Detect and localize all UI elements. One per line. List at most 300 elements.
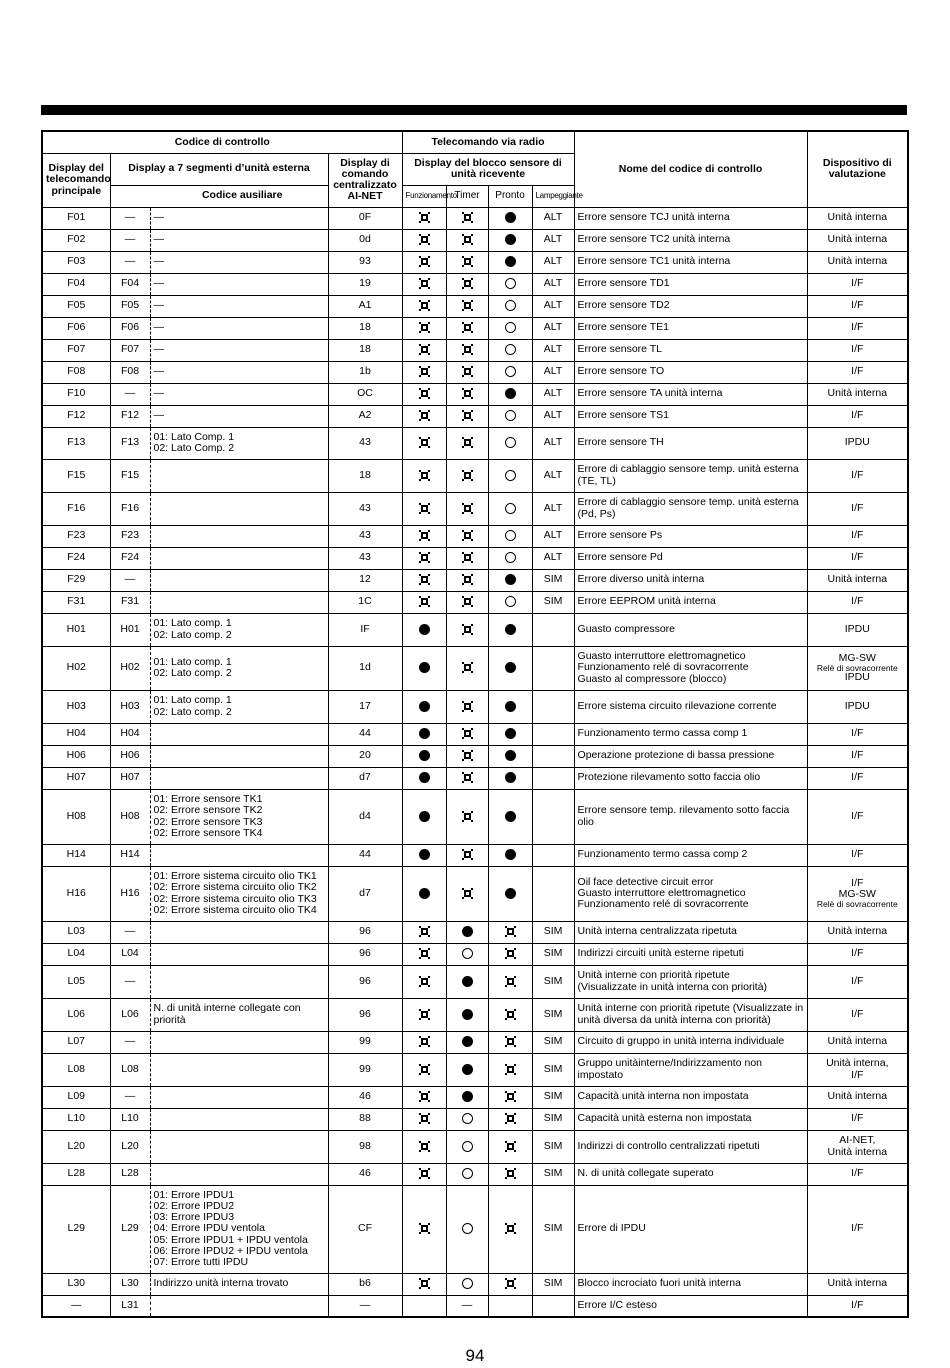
cell-evaluation-device — [807, 569, 908, 591]
blinking-lamp-icon — [462, 750, 473, 761]
cell-lamp-timer — [446, 251, 488, 273]
cell-code-name: Errore sistema circuito rilevazione corrente — [574, 690, 807, 723]
device-extra-label: IPDU — [844, 671, 870, 684]
cell-lamp-timer — [446, 1031, 488, 1053]
cell-seven-segment: L06 — [110, 998, 150, 1031]
cell-main-remote-code: H08 — [42, 789, 110, 844]
cell-main-remote-code: F02 — [42, 229, 110, 251]
device-label: I/F — [851, 468, 864, 481]
cell-lamp-op — [402, 383, 446, 405]
device-label: Unità interna — [827, 573, 888, 586]
cell-main-remote-code: F12 — [42, 405, 110, 427]
filled-circle-icon — [419, 849, 430, 860]
cell-seven-segment: F13 — [110, 427, 150, 459]
cell-code-name: Unità interna centralizzata ripetuta — [574, 921, 807, 943]
cell-aux-code — [150, 1163, 328, 1185]
open-circle-icon — [462, 1113, 473, 1124]
blinking-lamp-icon — [419, 300, 430, 311]
cell-lamp-flash: ALT — [532, 207, 574, 229]
cell-seven-segment: L20 — [110, 1130, 150, 1163]
cell-seven-segment: F04 — [110, 273, 150, 295]
filled-circle-icon — [462, 1009, 473, 1020]
cell-lamp-ready — [488, 844, 532, 866]
cell-lamp-ready — [488, 866, 532, 921]
cell-lamp-timer — [446, 591, 488, 613]
cell-seven-segment: F07 — [110, 339, 150, 361]
cell-aux-code — [150, 767, 328, 789]
table-row — [42, 339, 908, 361]
cell-lamp-ready — [488, 591, 532, 613]
cell-lamp-ready — [488, 405, 532, 427]
cell-main-remote-code: L04 — [42, 943, 110, 965]
filled-circle-icon — [505, 811, 516, 822]
cell-code-name: Guasto compressore — [574, 613, 807, 646]
cell-aux-code — [150, 591, 328, 613]
cell-main-remote-code: F23 — [42, 525, 110, 547]
cell-ainet-code: IF — [328, 613, 402, 646]
cell-aux-code — [150, 943, 328, 965]
cell-lamp-op — [402, 427, 446, 459]
cell-aux-code: — — [150, 383, 328, 405]
blinking-lamp-icon — [462, 344, 473, 355]
table-row — [42, 229, 908, 251]
cell-seven-segment: — — [110, 1031, 150, 1053]
cell-ainet-code: 99 — [328, 1031, 402, 1053]
filled-circle-icon — [505, 212, 516, 223]
cell-lamp-ready — [488, 690, 532, 723]
cell-lamp-op — [402, 229, 446, 251]
cell-evaluation-device — [807, 1295, 908, 1317]
cell-lamp-timer — [446, 569, 488, 591]
device-label: I/F — [851, 409, 864, 422]
table-row — [42, 998, 908, 1031]
cell-code-name: Errore di IPDU — [574, 1185, 807, 1273]
cell-main-remote-code: L10 — [42, 1108, 110, 1130]
cell-main-remote-code: F06 — [42, 317, 110, 339]
cell-lamp-flash — [532, 745, 574, 767]
table-row — [42, 295, 908, 317]
cell-lamp-timer — [446, 229, 488, 251]
cell-code-name: Errore sensore TCJ unità interna — [574, 207, 807, 229]
device-label: I/F — [851, 277, 864, 290]
cell-lamp-ready — [488, 1130, 532, 1163]
open-circle-icon — [462, 1168, 473, 1179]
cell-evaluation-device — [807, 1108, 908, 1130]
open-circle-icon — [462, 1223, 473, 1234]
cell-lamp-op — [402, 1108, 446, 1130]
cell-main-remote-code: H14 — [42, 844, 110, 866]
cell-aux-code: 01: Lato Comp. 1 02: Lato Comp. 2 — [150, 427, 328, 459]
cell-lamp-flash: SIM — [532, 1163, 574, 1185]
cell-aux-code: — — [150, 317, 328, 339]
cell-evaluation-device — [807, 317, 908, 339]
cell-ainet-code: b6 — [328, 1273, 402, 1295]
table-row — [42, 723, 908, 745]
cell-lamp-flash: ALT — [532, 405, 574, 427]
table-row — [42, 646, 908, 690]
cell-lamp-flash: ALT — [532, 492, 574, 525]
open-circle-icon — [462, 1141, 473, 1152]
cell-code-name: Gruppo unitàinterne/Indirizzamento non impostato — [574, 1053, 807, 1086]
cell-aux-code: 01: Errore sistema circuito olio TK1 02: Errore sistema circuito olio TK2 02: Errore sistema circuito olio TK3 02: Errore sistema circuito olio TK4 — [150, 866, 328, 921]
cell-lamp-ready — [488, 921, 532, 943]
cell-aux-code: 01: Errore IPDU1 02: Errore IPDU2 03: Errore IPDU3 04: Errore IPDU ventola 05: Errore IPDU1 + IPDU ventola 06: Errore IPDU2 + IPDU ventola 07: Errore tutti IPDU — [150, 1185, 328, 1273]
cell-lamp-flash: SIM — [532, 965, 574, 998]
cell-lamp-op — [402, 1130, 446, 1163]
cell-main-remote-code: L20 — [42, 1130, 110, 1163]
cell-evaluation-device — [807, 229, 908, 251]
cell-aux-code — [150, 723, 328, 745]
device-relay-label: Relè di sovracorrente — [816, 662, 898, 673]
table-row — [42, 251, 908, 273]
cell-main-remote-code: L05 — [42, 965, 110, 998]
blinking-lamp-icon — [462, 388, 473, 399]
cell-evaluation-device — [807, 295, 908, 317]
cell-lamp-ready — [488, 273, 532, 295]
table-row — [42, 1130, 908, 1163]
header-aux-code: Codice ausiliare — [110, 185, 328, 207]
blinking-lamp-icon — [419, 366, 430, 377]
cell-ainet-code: 93 — [328, 251, 402, 273]
cell-main-remote-code: F04 — [42, 273, 110, 295]
cell-lamp-flash: ALT — [532, 229, 574, 251]
table-row — [42, 273, 908, 295]
blinking-lamp-icon — [462, 437, 473, 448]
filled-circle-icon — [462, 1036, 473, 1047]
cell-lamp-timer — [446, 1130, 488, 1163]
cell-aux-code — [150, 547, 328, 569]
cell-aux-code — [150, 1086, 328, 1108]
cell-lamp-flash — [532, 866, 574, 921]
blinking-lamp-icon — [462, 278, 473, 289]
cell-aux-code — [150, 459, 328, 492]
cell-evaluation-device — [807, 383, 908, 405]
cell-lamp-flash: SIM — [532, 1185, 574, 1273]
cell-lamp-ready — [488, 613, 532, 646]
cell-lamp-op — [402, 317, 446, 339]
cell-lamp-flash: ALT — [532, 295, 574, 317]
cell-evaluation-device — [807, 745, 908, 767]
header-lamp-ready: Pronto — [488, 185, 532, 207]
cell-lamp-op — [402, 1086, 446, 1108]
page-number: 94 — [465, 1346, 485, 1365]
blinking-lamp-icon — [419, 1223, 430, 1234]
blinking-lamp-icon — [462, 470, 473, 481]
cell-lamp-flash — [532, 646, 574, 690]
device-label: Unità interna — [827, 255, 888, 268]
table-row — [42, 547, 908, 569]
cell-main-remote-code: L06 — [42, 998, 110, 1031]
cell-main-remote-code: L08 — [42, 1053, 110, 1086]
header-sensor-block: Display del blocco sensore di unità ricevente — [402, 153, 574, 185]
device-label: Unità interna, I/F — [826, 1057, 889, 1081]
header-lamp-flash: Lampeggiante — [532, 185, 574, 207]
cell-lamp-op — [402, 525, 446, 547]
cell-lamp-flash: ALT — [532, 525, 574, 547]
cell-ainet-code: 1b — [328, 361, 402, 383]
blinking-lamp-icon — [505, 1036, 516, 1047]
filled-circle-icon — [419, 811, 430, 822]
cell-ainet-code: 17 — [328, 690, 402, 723]
cell-lamp-ready — [488, 251, 532, 273]
table-row — [42, 1053, 908, 1086]
cell-main-remote-code: H04 — [42, 723, 110, 745]
cell-lamp-ready — [488, 295, 532, 317]
table-row — [42, 1295, 908, 1317]
cell-code-name: Operazione protezione di bassa pressione — [574, 745, 807, 767]
cell-evaluation-device — [807, 1163, 908, 1185]
cell-ainet-code: 0F — [328, 207, 402, 229]
cell-aux-code: — — [150, 339, 328, 361]
cell-main-remote-code: L07 — [42, 1031, 110, 1053]
cell-main-remote-code: H16 — [42, 866, 110, 921]
cell-aux-code: — — [150, 229, 328, 251]
cell-lamp-op — [402, 1163, 446, 1185]
cell-lamp-timer — [446, 767, 488, 789]
blinking-lamp-icon — [419, 1168, 430, 1179]
table-row — [42, 1086, 908, 1108]
open-circle-icon — [505, 530, 516, 541]
blinking-lamp-icon — [462, 322, 473, 333]
blinking-lamp-icon — [419, 530, 430, 541]
cell-ainet-code: 99 — [328, 1053, 402, 1086]
table-row — [42, 317, 908, 339]
cell-lamp-flash: ALT — [532, 547, 574, 569]
cell-seven-segment: L28 — [110, 1163, 150, 1185]
cell-evaluation-device — [807, 405, 908, 427]
cell-code-name: Errore I/C esteso — [574, 1295, 807, 1317]
cell-lamp-flash — [532, 613, 574, 646]
device-label: I/F — [851, 848, 864, 861]
cell-lamp-timer — [446, 361, 488, 383]
device-label: I/F — [851, 1007, 864, 1020]
cell-lamp-op — [402, 339, 446, 361]
blinking-lamp-icon — [419, 1009, 430, 1020]
blinking-lamp-icon — [505, 1168, 516, 1179]
cell-code-name: Errore sensore TC1 unità interna — [574, 251, 807, 273]
table-row — [42, 943, 908, 965]
cell-lamp-timer — [446, 207, 488, 229]
cell-main-remote-code: — — [42, 1295, 110, 1317]
header-lamp-timer: Timer — [446, 185, 488, 207]
cell-lamp-timer — [446, 998, 488, 1031]
cell-main-remote-code: F01 — [42, 207, 110, 229]
table-row — [42, 1273, 908, 1295]
cell-seven-segment: H16 — [110, 866, 150, 921]
blinking-lamp-icon — [462, 728, 473, 739]
cell-ainet-code: 44 — [328, 844, 402, 866]
blinking-lamp-icon — [419, 470, 430, 481]
cell-aux-code — [150, 492, 328, 525]
cell-lamp-timer — [446, 943, 488, 965]
cell-lamp-ready — [488, 361, 532, 383]
cell-code-name: N. di unità collegate superato — [574, 1163, 807, 1185]
cell-evaluation-device — [807, 459, 908, 492]
cell-code-name: Errore di cablaggio sensore temp. unità esterna (Pd, Ps) — [574, 492, 807, 525]
blinking-lamp-icon — [419, 1091, 430, 1102]
cell-main-remote-code: F29 — [42, 569, 110, 591]
cell-lamp-flash: SIM — [532, 569, 574, 591]
device-label: MG-SW — [838, 651, 876, 664]
blinking-lamp-icon — [462, 624, 473, 635]
device-label: I/F MG-SW — [838, 877, 876, 901]
cell-lamp-op — [402, 767, 446, 789]
cell-code-name: Guasto interruttore elettromagnetico Funzionamento relé di sovracorrente Guasto al compressore (blocco) — [574, 646, 807, 690]
cell-ainet-code: d4 — [328, 789, 402, 844]
header-evaluation-device: Dispositivo di valutazione — [807, 131, 908, 207]
cell-lamp-flash — [532, 723, 574, 745]
blinking-lamp-icon — [462, 366, 473, 377]
cell-lamp-ready — [488, 1185, 532, 1273]
table-row — [42, 921, 908, 943]
cell-lamp-timer — [446, 789, 488, 844]
cell-ainet-code: 98 — [328, 1130, 402, 1163]
device-label: I/F — [851, 974, 864, 987]
device-label: I/F — [851, 947, 864, 960]
filled-circle-icon — [419, 888, 430, 899]
cell-aux-code: — — [150, 251, 328, 273]
cell-lamp-timer — [446, 690, 488, 723]
table-row — [42, 1031, 908, 1053]
cell-ainet-code: 43 — [328, 525, 402, 547]
cell-lamp-op — [402, 844, 446, 866]
cell-evaluation-device — [807, 339, 908, 361]
open-circle-icon — [505, 437, 516, 448]
cell-lamp-flash — [532, 690, 574, 723]
filled-circle-icon — [419, 772, 430, 783]
cell-seven-segment: F05 — [110, 295, 150, 317]
cell-lamp-flash: ALT — [532, 339, 574, 361]
cell-code-name: Errore sensore TS1 — [574, 405, 807, 427]
cell-aux-code: 01: Errore sensore TK1 02: Errore sensore TK2 02: Errore sensore TK3 02: Errore sensore TK4 — [150, 789, 328, 844]
blinking-lamp-icon — [462, 503, 473, 514]
blinking-lamp-icon — [419, 410, 430, 421]
cell-main-remote-code: F16 — [42, 492, 110, 525]
cell-lamp-flash: SIM — [532, 591, 574, 613]
cell-lamp-flash: ALT — [532, 383, 574, 405]
cell-evaluation-device — [807, 844, 908, 866]
filled-circle-icon — [505, 662, 516, 673]
cell-seven-segment: — — [110, 569, 150, 591]
cell-code-name: Funzionamento termo cassa comp 2 — [574, 844, 807, 866]
cell-lamp-flash: ALT — [532, 273, 574, 295]
cell-lamp-ready — [488, 745, 532, 767]
filled-circle-icon — [505, 624, 516, 635]
cell-seven-segment: H07 — [110, 767, 150, 789]
filled-circle-icon — [462, 1091, 473, 1102]
cell-aux-code: 01: Lato comp. 1 02: Lato comp. 2 — [150, 690, 328, 723]
device-label: IPDU — [844, 436, 870, 449]
header-main-remote-display: Display del telecomando principale — [42, 153, 110, 207]
cell-lamp-timer — [446, 339, 488, 361]
filled-circle-icon — [419, 624, 430, 635]
device-label: Unità interna — [827, 1277, 888, 1290]
cell-lamp-ready — [488, 1108, 532, 1130]
cell-ainet-code: 44 — [328, 723, 402, 745]
cell-code-name: Errore sensore Pd — [574, 547, 807, 569]
cell-lamp-op — [402, 547, 446, 569]
filled-circle-icon — [419, 701, 430, 712]
cell-lamp-timer — [446, 844, 488, 866]
cell-ainet-code: 0d — [328, 229, 402, 251]
filled-circle-icon — [462, 1064, 473, 1075]
header-seven-segment: Display a 7 segmenti d’unità esterna — [110, 153, 328, 185]
open-circle-icon — [462, 948, 473, 959]
cell-aux-code: Indirizzo unità interna trovato — [150, 1273, 328, 1295]
cell-lamp-timer — [446, 1108, 488, 1130]
cell-aux-code: — — [150, 361, 328, 383]
cell-aux-code — [150, 569, 328, 591]
blinking-lamp-icon — [419, 1141, 430, 1152]
cell-lamp-op — [402, 723, 446, 745]
cell-evaluation-device — [807, 767, 908, 789]
cell-lamp-ready — [488, 569, 532, 591]
filled-circle-icon — [505, 701, 516, 712]
cell-main-remote-code: F03 — [42, 251, 110, 273]
open-circle-icon — [505, 278, 516, 289]
table-row — [42, 844, 908, 866]
cell-aux-code — [150, 844, 328, 866]
device-label: I/F — [851, 1112, 864, 1125]
cell-lamp-timer — [446, 866, 488, 921]
device-label: I/F — [851, 1222, 864, 1235]
cell-evaluation-device — [807, 207, 908, 229]
cell-ainet-code: 88 — [328, 1108, 402, 1130]
filled-circle-icon — [505, 888, 516, 899]
blinking-lamp-icon — [419, 322, 430, 333]
blinking-lamp-icon — [419, 552, 430, 563]
cell-aux-code: — — [150, 295, 328, 317]
cell-code-name: Errore sensore TC2 unità interna — [574, 229, 807, 251]
blinking-lamp-icon — [505, 948, 516, 959]
cell-lamp-op — [402, 1031, 446, 1053]
cell-seven-segment: F06 — [110, 317, 150, 339]
cell-lamp-flash: SIM — [532, 943, 574, 965]
cell-lamp-op — [402, 965, 446, 998]
cell-seven-segment: H14 — [110, 844, 150, 866]
cell-ainet-code: 96 — [328, 998, 402, 1031]
blinking-lamp-icon — [505, 1009, 516, 1020]
cell-seven-segment: H08 — [110, 789, 150, 844]
cell-seven-segment: — — [110, 251, 150, 273]
cell-seven-segment: L08 — [110, 1053, 150, 1086]
cell-lamp-ready — [488, 789, 532, 844]
blinking-lamp-icon — [419, 574, 430, 585]
cell-main-remote-code: F08 — [42, 361, 110, 383]
filled-circle-icon — [505, 388, 516, 399]
blinking-lamp-icon — [462, 772, 473, 783]
cell-seven-segment: F08 — [110, 361, 150, 383]
cell-seven-segment: — — [110, 207, 150, 229]
cell-lamp-op — [402, 943, 446, 965]
cell-lamp-flash: SIM — [532, 998, 574, 1031]
device-label: I/F — [851, 809, 864, 822]
cell-ainet-code: — — [328, 1295, 402, 1317]
cell-seven-segment: — — [110, 965, 150, 998]
blinking-lamp-icon — [419, 948, 430, 959]
filled-circle-icon — [505, 234, 516, 245]
table-row — [42, 459, 908, 492]
blinking-lamp-icon — [419, 1278, 430, 1289]
table-row — [42, 1108, 908, 1130]
blinking-lamp-icon — [462, 300, 473, 311]
cell-evaluation-device — [807, 921, 908, 943]
cell-main-remote-code: H06 — [42, 745, 110, 767]
cell-seven-segment: F23 — [110, 525, 150, 547]
cell-ainet-code: 96 — [328, 921, 402, 943]
table-row — [42, 525, 908, 547]
blinking-lamp-icon — [419, 234, 430, 245]
